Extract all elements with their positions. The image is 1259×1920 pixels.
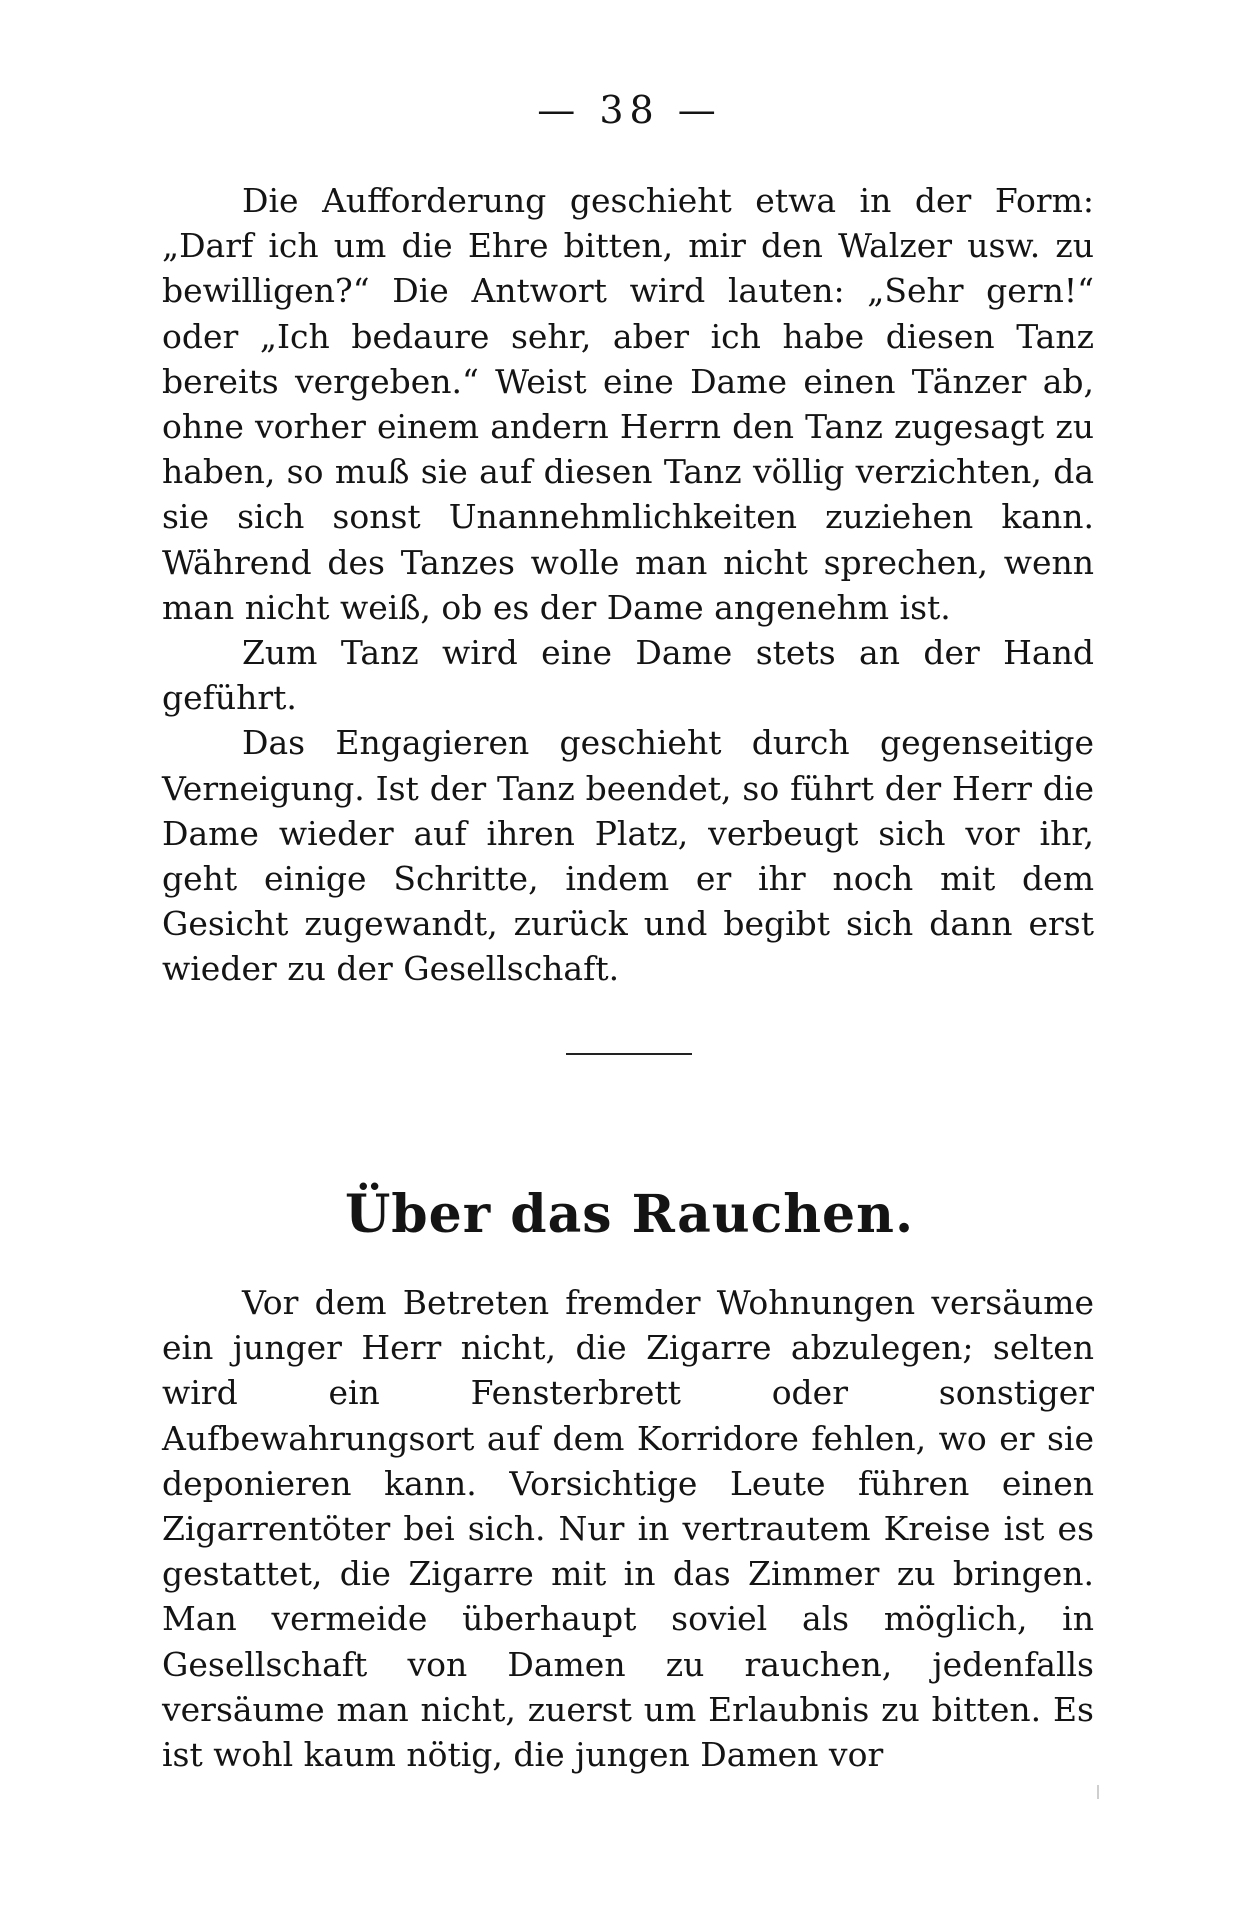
page-number: — 38 — — [537, 88, 722, 132]
section-smoking-text — [162, 1280, 1094, 1777]
paper-speck — [1097, 1785, 1099, 1799]
paragraph: Die Aufforderung geschieht etwa in der Form: „Darf ich um die Ehre bitten, mir den Walzer usw. zu bewilligen?“ Die Antwort wird lauten: „Sehr gern!“ oder „Ich bedaure sehr, aber ich habe diesen Tanz bereits vergeben.“ Weist eine Dame einen Tänzer ab, ohne vorher einem andern Herrn den Tanz zugesagt zu haben, so muß sie auf diesen Tanz völlig verzichten, da sie sich sonst Unannehmlichkeiten zuziehen kann. Während des Tanzes wolle man nicht sprechen, wenn man nicht weiß, ob es der Dame angenehm ist. — [162, 181, 1094, 627]
paragraph: Zum Tanz wird eine Dame stets an der Hand geführt. — [162, 633, 1094, 718]
section-dance-text — [162, 178, 1094, 992]
paragraph: Vor dem Betreten fremder Wohnungen versäume ein junger Herr nicht, die Zigarre abzulegen; selten wird ein Fensterbrett oder sonstiger Aufbewahrungsort auf dem Korridore fehlen, wo er sie deponieren kann. Vorsichtige Leute führen einen Zigarrentöter bei sich. Nur in vertrautem Kreise ist es gestattet, die Zigarre mit in das Zimmer zu bringen. Man vermeide überhaupt soviel als möglich, in Gesellschaft von Damen zu rauchen, jedenfalls versäume man nicht, zuerst um Erlaubnis zu bitten. Es ist wohl kaum nötig, die jungen Damen vor — [162, 1283, 1094, 1775]
paragraph: Das Engagieren geschieht durch gegenseitige Verneigung. Ist der Tanz beendet, so führt der Herr die Dame wieder auf ihren Platz, verbeugt sich vor ihr, geht einige Schritte, indem er ihr noch mit dem Gesicht zugewandt, zurück und begibt sich dann erst wieder zu der Gesellschaft. — [162, 723, 1094, 989]
section-divider — [566, 1053, 692, 1055]
section-heading: Über das Rauchen. — [344, 1184, 915, 1245]
